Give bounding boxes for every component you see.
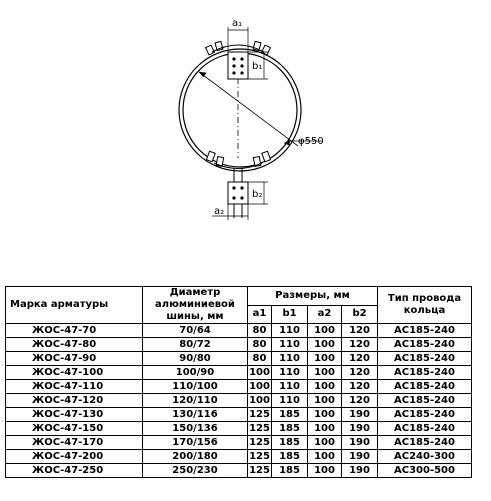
cell-diameter: 80/72: [143, 338, 248, 352]
cell-a1: 125: [249, 437, 270, 448]
cell-a1: 100: [249, 395, 270, 406]
cell-b1: 185: [272, 436, 308, 450]
specification-table: [5, 286, 472, 478]
header-wire-type: Тип провода кольца: [378, 287, 472, 324]
table-row: [6, 394, 472, 408]
cell-b2: 120: [342, 366, 378, 380]
cell-wire: АС185-240: [378, 366, 472, 380]
cell-mark: ЖОС-47-120: [6, 394, 143, 408]
cell-a1: 125: [249, 409, 270, 420]
diameter-label: φ550: [298, 136, 324, 147]
cell-a1: 125: [249, 423, 270, 434]
cell-b1: 110: [272, 394, 308, 408]
dim-b2-label: b₂: [252, 189, 263, 200]
cell-diameter: 200/180: [143, 450, 248, 464]
cell-wire: АС185-240: [378, 324, 472, 338]
dim-a2-label: a₂: [214, 206, 225, 217]
cell-diameter: 110/100: [143, 380, 248, 394]
cell-a2: 100: [308, 366, 342, 380]
cell-b1: 110: [272, 324, 308, 338]
cell-diameter: 90/80: [143, 352, 248, 366]
cell-mark: ЖОС-47-110: [6, 380, 143, 394]
cell-b2: 190: [342, 464, 378, 478]
cell-b2: 190: [342, 408, 378, 422]
header-diameter: Диаметр алюминиевой шины, мм: [143, 287, 248, 324]
dim-a1-label: a₁: [232, 18, 243, 29]
cell-a2: 100: [308, 464, 342, 478]
dim-b1-label: b₁: [252, 61, 263, 72]
cell-mark: ЖОС-47-70: [6, 324, 143, 338]
cell-a1: 80: [248, 338, 272, 352]
header-b2: b2: [342, 305, 378, 324]
cell-a1: 80: [248, 352, 272, 366]
cell-wire: АС240-300: [378, 450, 472, 464]
cell-b2: 190: [342, 450, 378, 464]
cell-wire: АС185-240: [378, 394, 472, 408]
cell-wire: АС185-240: [378, 436, 472, 450]
cell-a1: 125: [249, 465, 270, 476]
cell-a2: 100: [308, 324, 342, 338]
header-a2: a2: [308, 305, 342, 324]
cell-diameter: 250/230: [143, 464, 248, 478]
cell-mark: ЖОС-47-100: [6, 366, 143, 380]
table-row: [6, 366, 472, 380]
cell-mark: ЖОС-47-200: [6, 450, 143, 464]
cell-a2: 100: [308, 380, 342, 394]
cell-wire: АС185-240: [378, 380, 472, 394]
diameter-dimension-line: [199, 72, 298, 146]
cell-a1: 80: [248, 324, 272, 338]
table-row: [6, 324, 472, 338]
cell-a2: 100: [308, 408, 342, 422]
cell-b2: 120: [342, 380, 378, 394]
cell-b2: 120: [342, 352, 378, 366]
cell-b2: 190: [342, 436, 378, 450]
cell-mark: ЖОС-47-90: [6, 352, 143, 366]
table-row: [6, 464, 472, 478]
header-b1: b1: [272, 305, 308, 324]
cell-a1: 100: [249, 367, 270, 378]
table-row: [6, 380, 472, 394]
header-a1: a1: [248, 305, 272, 324]
cell-wire: АС185-240: [378, 408, 472, 422]
bottom-clamp-plate: [228, 182, 248, 204]
cell-diameter: 130/116: [143, 408, 248, 422]
ring-fitting-drawing: [0, 0, 491, 230]
cell-a2: 100: [308, 436, 342, 450]
cell-a2: 100: [308, 422, 342, 436]
cell-b1: 110: [272, 352, 308, 366]
cell-mark: ЖОС-47-130: [6, 408, 143, 422]
cell-b1: 110: [272, 380, 308, 394]
cell-a1: 125: [249, 451, 270, 462]
cell-a2: 100: [308, 450, 342, 464]
table-row: [6, 422, 472, 436]
cell-b2: 120: [342, 394, 378, 408]
cell-a2: 100: [308, 394, 342, 408]
cell-a2: 100: [308, 338, 342, 352]
cell-b2: 120: [342, 338, 378, 352]
cell-wire: АС185-240: [378, 338, 472, 352]
top-clamp-plate: [228, 52, 248, 79]
cell-diameter: 150/136: [143, 422, 248, 436]
table-row: [6, 450, 472, 464]
cell-mark: ЖОС-47-80: [6, 338, 143, 352]
cell-mark: ЖОС-47-150: [6, 422, 143, 436]
cell-b1: 185: [272, 450, 308, 464]
header-mark: Марка арматуры: [6, 287, 143, 324]
table-row: [6, 352, 472, 366]
cell-wire: АС185-240: [378, 352, 472, 366]
cell-b2: 120: [342, 324, 378, 338]
table-row: [6, 436, 472, 450]
table-row: [6, 408, 472, 422]
cell-a1: 100: [249, 381, 270, 392]
cell-mark: ЖОС-47-250: [6, 464, 143, 478]
cell-b2: 190: [342, 422, 378, 436]
header-sizes: Размеры, мм: [248, 287, 378, 306]
cell-b1: 185: [272, 408, 308, 422]
cell-diameter: 100/90: [143, 366, 248, 380]
cell-b1: 185: [272, 464, 308, 478]
cell-diameter: 70/64: [143, 324, 248, 338]
cell-b1: 185: [272, 422, 308, 436]
cell-b1: 110: [272, 366, 308, 380]
cell-diameter: 120/110: [143, 394, 248, 408]
cell-wire: АС300-500: [378, 464, 472, 478]
cell-mark: ЖОС-47-170: [6, 436, 143, 450]
cell-wire: АС185-240: [378, 422, 472, 436]
cell-a2: 100: [308, 352, 342, 366]
cell-diameter: 170/156: [143, 436, 248, 450]
cell-b1: 110: [272, 338, 308, 352]
table-row: [6, 338, 472, 352]
